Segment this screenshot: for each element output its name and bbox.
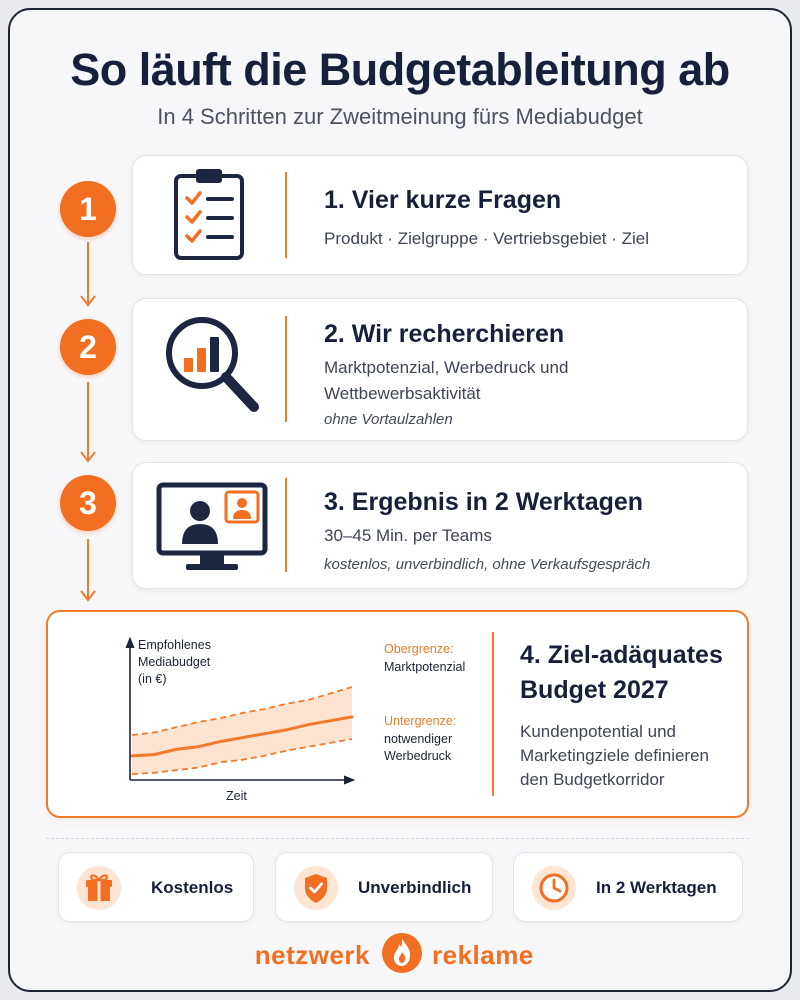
step-4-text-line2: Marketingziele definieren	[520, 746, 709, 765]
brand-name-left: netzwerk	[254, 940, 370, 970]
step-1-divider	[285, 172, 287, 258]
page-subtitle: In 4 Schritten zur Zweitmeinung fürs Mediabudget	[157, 104, 643, 129]
step-2-text-line1: Marktpotenzial, Werbedruck und	[324, 358, 569, 377]
chart-ylabel-line2: Mediabudget	[138, 655, 211, 669]
step-4-title-line1: 4. Ziel-adäquates	[520, 641, 723, 669]
connector-arrow-2	[78, 380, 98, 466]
clock-icon	[532, 866, 576, 910]
flame-logo-icon	[380, 931, 424, 975]
chart-ylabel-line3: (in €)	[138, 672, 167, 686]
video-call-monitor-icon	[156, 482, 268, 574]
gift-icon	[77, 866, 121, 910]
x-axis-arrowhead	[344, 776, 354, 784]
feature-werktage	[513, 852, 743, 922]
feature-label-kostenlos: Kostenlos	[151, 878, 234, 897]
step-2-badge: 2	[60, 319, 116, 375]
section-divider	[46, 838, 749, 839]
connector-arrow-3	[78, 537, 98, 605]
chart-ylabel-line1: Empfohlenes	[138, 638, 211, 652]
step-4-title-line2: Budget 2027	[520, 676, 669, 704]
step-4-text-line1: Kundenpotential und	[520, 722, 676, 741]
lower-bound-text-line2: Werbedruck	[384, 749, 452, 763]
page-title: So läuft die Budgetableitung ab	[70, 44, 730, 95]
step-1-text: Produkt · Zielgruppe · Vertriebsgebiet · Ziel	[324, 229, 650, 248]
feature-label-werktage: In 2 Werktagen	[596, 878, 717, 897]
step-1-title: 1. Vier kurze Fragen	[324, 186, 562, 214]
step-2-divider	[285, 316, 287, 422]
step-3-title: 3. Ergebnis in 2 Werktagen	[324, 488, 644, 516]
step-3-badge: 3	[60, 475, 116, 531]
step-3-text: 30–45 Min. per Teams	[324, 526, 492, 545]
feature-label-unverbindlich: Unverbindlich	[358, 878, 472, 897]
chart-xlabel: Zeit	[226, 789, 247, 803]
step-1-badge: 1	[60, 181, 116, 237]
step-3-divider	[285, 478, 287, 572]
feature-unverbindlich	[275, 852, 493, 922]
feature-kostenlos	[58, 852, 254, 922]
clipboard-checklist-icon	[172, 166, 246, 262]
step-2-text-line2: Wettbewerbsaktivität	[324, 384, 481, 403]
magnifier-chart-icon	[162, 313, 262, 419]
step-4-text-line3: den Budgetkorridor	[520, 770, 665, 789]
step-2-note: ohne Vortaulzahlen	[324, 411, 453, 428]
connector-arrow-1	[78, 240, 98, 310]
step-4-divider	[492, 632, 494, 796]
brand-name-right: reklame	[432, 940, 534, 970]
upper-bound-title: Obergrenze:	[384, 642, 454, 656]
step-3-note: kostenlos, unverbindlich, ohne Verkaufsgespräch	[324, 556, 651, 573]
upper-bound-text: Marktpotenzial	[384, 660, 466, 674]
shield-check-icon	[294, 866, 338, 910]
step-2-title: 2. Wir recherchieren	[324, 320, 565, 348]
lower-bound-title: Untergrenze:	[384, 714, 457, 728]
lower-bound-text-line1: notwendiger	[384, 732, 453, 746]
y-axis-arrowhead	[126, 638, 134, 648]
